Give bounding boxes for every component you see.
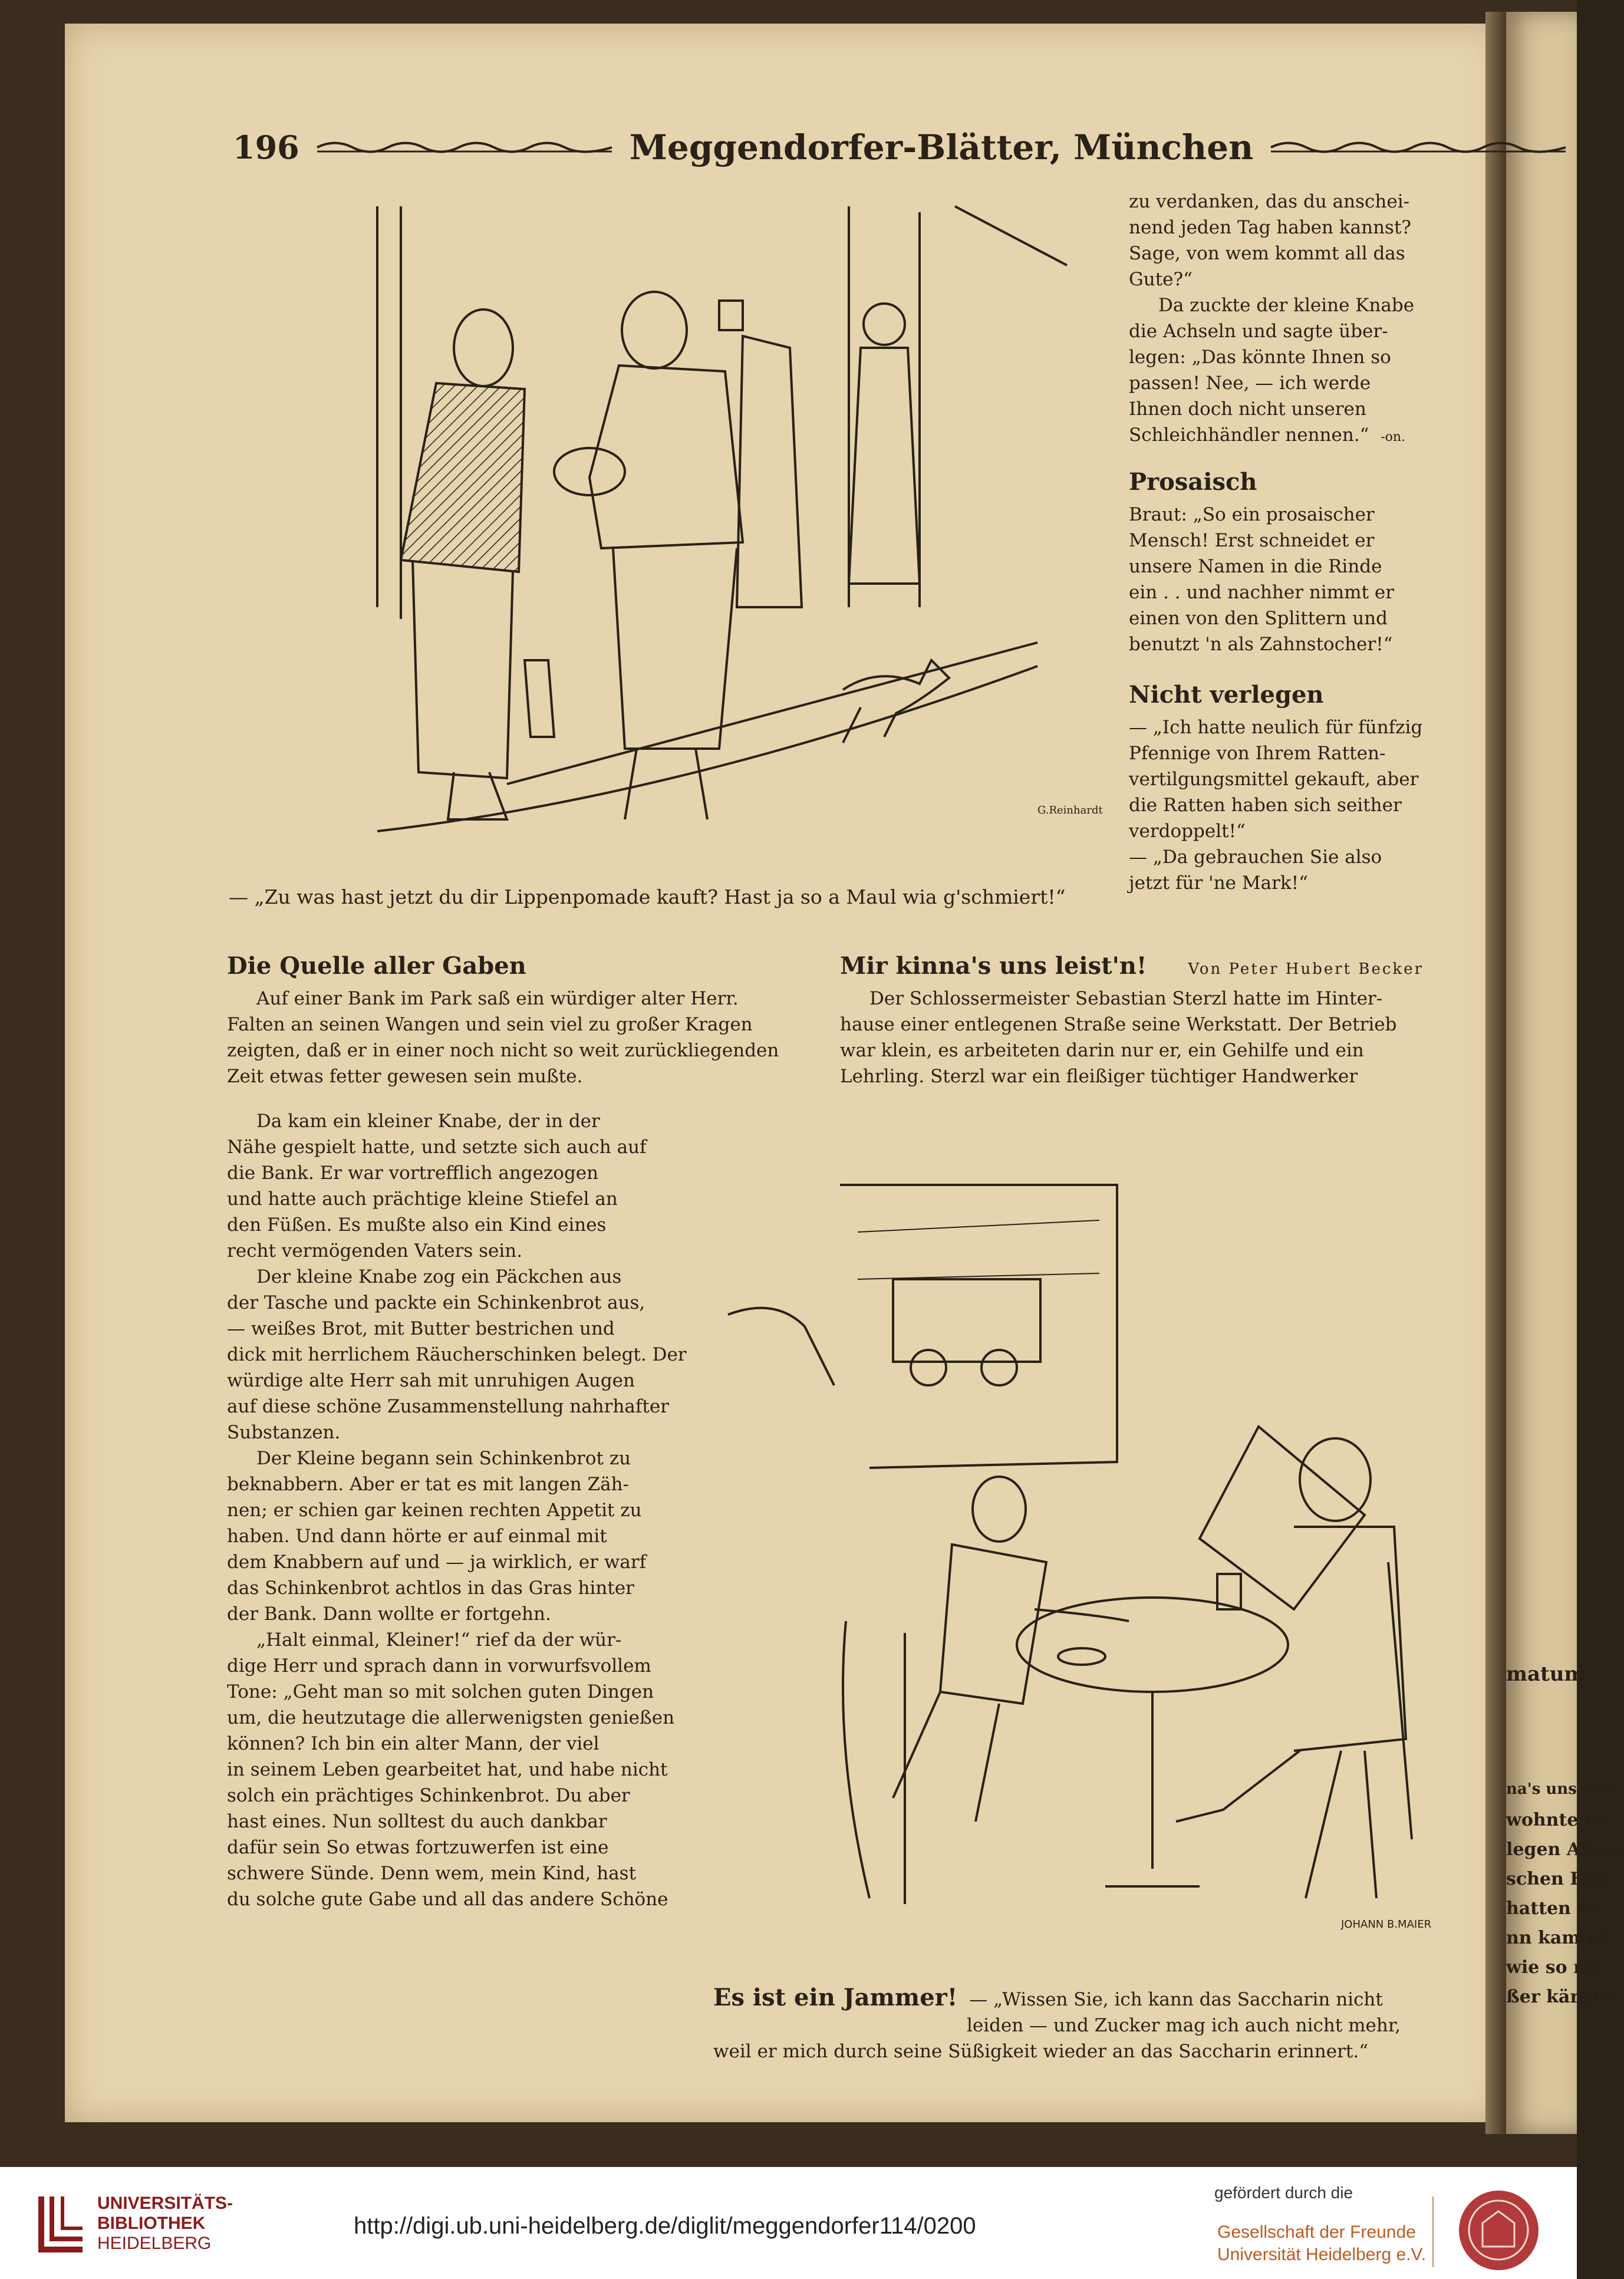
text-line: Gute?“	[1129, 269, 1193, 290]
text-line: vertilgungsmittel gekauft, aber	[1129, 769, 1419, 790]
text-line: — „Da gebrauchen Sie also	[1129, 847, 1382, 868]
next-page-edge	[1506, 12, 1624, 2134]
text-line: — „Ich hatte neulich für fünfzig	[1129, 717, 1423, 738]
text-line: hause einer entlegenen Straße seine Werkstatt. Der Betrieb	[840, 1014, 1397, 1035]
next-page-fragment: nn kam pl	[1506, 1928, 1606, 1948]
text-line: Der kleine Knabe zog ein Päckchen aus	[256, 1266, 622, 1287]
article-kinna	[840, 952, 1424, 1089]
text-line: Braut: „So ein prosaischer	[1129, 504, 1375, 525]
next-page-fragment: legen Anwe	[1506, 1839, 1620, 1860]
text-line: unsere Namen in die Rinde	[1129, 556, 1382, 577]
text-line: benutzt 'n als Zahnstocher!“	[1129, 634, 1393, 655]
text-line: Mensch! Erst schneidet er	[1129, 530, 1375, 551]
library-name-line: UNIVERSITÄTS-	[97, 2194, 233, 2213]
text-line: die Achseln und sagte über-	[1129, 321, 1388, 342]
text-line: du solche gute Gabe und all das andere Schöne	[227, 1889, 668, 1910]
society-name	[1217, 2221, 1426, 2266]
text-line: Schleichhändler nennen.“	[1129, 424, 1369, 446]
illustration-caption: — „Zu was hast jetzt du dir Lippenpomade kauft? Hast ja so a Maul wia g'schmiert!“	[229, 885, 1066, 908]
article-quelle-column	[227, 1108, 687, 1912]
article-kinna-header	[840, 952, 1424, 986]
section-heading-prosaisch: Prosaisch	[1129, 468, 1257, 496]
book-gutter	[1485, 12, 1509, 2134]
footer-divider	[1432, 2196, 1434, 2267]
next-page-fragment: wie so ma	[1506, 1957, 1604, 1978]
text-line: in seinem Leben gearbeitet hat, und habe nicht	[227, 1759, 668, 1780]
article-heading-jammer: Es ist ein Jammer!	[713, 1984, 958, 2011]
text-line: und hatte auch prächtige kleine Stiefel an	[227, 1188, 618, 1210]
cafe-illustration-signature: JOHANN B.MAIER	[1341, 1918, 1432, 1931]
text-line: dick mit herrlichem Räucherschinken belegt. Der	[227, 1344, 687, 1365]
text-line: Falten an seinen Wangen und sein viel zu großer Kragen	[227, 1014, 753, 1035]
library-footer	[0, 2167, 1577, 2279]
text-line: Pfennige von Ihrem Ratten-	[1129, 743, 1386, 764]
running-header	[233, 127, 1412, 168]
text-line: haben. Und dann hörte er auf einmal mit	[227, 1526, 607, 1547]
library-name	[97, 2194, 233, 2254]
society-name-line: Gesellschaft der Freunde	[1217, 2222, 1416, 2242]
next-page-fragment: hatten fie	[1506, 1898, 1602, 1919]
text-line: Sage, von wem kommt all das	[1129, 243, 1405, 264]
next-page-fragment: na's uns leist'	[1506, 1780, 1624, 1798]
university-library-logo-icon	[35, 2191, 88, 2255]
article-quelle	[227, 952, 852, 1089]
text-line: dem Knabbern auf und — ja wirklich, er warf	[227, 1552, 647, 1573]
text-line: das Schinkenbrot achtlos in das Gras hinter	[227, 1577, 634, 1599]
next-page-fragment: schen Hau	[1506, 1869, 1611, 1889]
text-line: die Bank. Er war vortrefflich angezogen	[227, 1162, 599, 1184]
digital-library-url[interactable]: http://digi.ub.uni-heidelberg.de/diglit/meggendorfer114/0200	[354, 2213, 976, 2239]
author-signature: -on.	[1381, 430, 1406, 444]
text-line: den Füßen. Es mußte also ein Kind eines	[227, 1214, 607, 1236]
text-line: recht vermögenden Vaters sein.	[227, 1240, 523, 1262]
funded-by-label: gefördert durch die	[1214, 2184, 1353, 2202]
text-line: nen; er schien gar keinen rechten Appetit zu	[227, 1500, 642, 1521]
university-seal-icon	[1459, 2191, 1539, 2270]
cafe-scene-illustration	[716, 1161, 1432, 1987]
text-line: einen von den Splittern und	[1129, 608, 1388, 629]
text-line: können? Ich bin ein alter Mann, der viel	[227, 1733, 599, 1754]
street-scene-illustration	[330, 195, 1103, 872]
text-line: Lehrling. Sterzl war ein fleißiger tüchtiger Handwerker	[840, 1066, 1358, 1087]
text-line: Der Schlossermeister Sebastian Sterzl hatte im Hinter-	[869, 988, 1383, 1009]
text-line: hast eines. Nun solltest du auch dankbar	[227, 1811, 607, 1832]
text-line: zeigten, daß er in einer noch nicht so weit zurückliegenden	[227, 1040, 779, 1061]
text-line: verdoppelt!“	[1129, 821, 1246, 842]
text-line: „Halt einmal, Kleiner!“ rief da der wür-	[256, 1629, 622, 1651]
library-name-line: HEIDELBERG	[97, 2234, 212, 2253]
text-line: Ihnen doch nicht unseren	[1129, 399, 1366, 420]
text-line: dige Herr und sprach dann in vorwurfsvollem	[227, 1655, 651, 1677]
text-line: würdige alte Herr sah mit unruhigen Augen	[227, 1370, 635, 1391]
text-line: solch ein prächtiges Schinkenbrot. Du aber	[227, 1785, 630, 1806]
text-line: — weißes Brot, mit Butter bestrichen und	[227, 1318, 615, 1339]
text-line: zu verdanken, das du anschei-	[1129, 191, 1410, 212]
text-line: schwere Sünde. Denn wem, mein Kind, hast	[227, 1863, 637, 1884]
jammer-first-line	[713, 1984, 1421, 2013]
text-line: Tone: „Geht man so mit solchen guten Dingen	[227, 1681, 654, 1702]
right-column-top	[1129, 189, 1423, 896]
library-name-line: BIBLIOTHEK	[97, 2214, 206, 2233]
text-line: Auf einer Bank im Park saß ein würdiger alter Herr.	[256, 988, 739, 1009]
article-heading-kinna: Mir kinna's uns leist'n!	[840, 952, 1147, 980]
article-heading-quelle: Die Quelle aller Gaben	[227, 952, 526, 980]
illustration-signature: G.Reinhardt	[1037, 804, 1103, 816]
society-name-line: Universität Heidelberg e.V.	[1217, 2245, 1427, 2264]
text-line: Da kam ein kleiner Knabe, der in der	[256, 1111, 600, 1132]
page-number: 196	[233, 129, 299, 166]
text-line: leiden — und Zucker mag ich auch nicht mehr,	[967, 2015, 1401, 2036]
magazine-title: Meggendorfer-Blätter, München	[629, 127, 1254, 167]
text-line: legen: „Das könnte Ihnen so	[1129, 347, 1391, 368]
text-line: Zeit etwas fetter gewesen sein mußte.	[227, 1066, 583, 1087]
text-line: Substanzen.	[227, 1422, 341, 1443]
text-line: Da zuckte der kleine Knabe	[1158, 295, 1415, 316]
section-heading-nicht-verlegen: Nicht verlegen	[1129, 681, 1324, 709]
text-line: auf diese schöne Zusammenstellung nahrhafter	[227, 1396, 669, 1417]
text-line: nend jeden Tag haben kannst?	[1129, 217, 1412, 238]
text-line: beknabbern. Aber er tat es mit langen Zäh-	[227, 1474, 630, 1495]
text-line: passen! Nee, — ich werde	[1129, 373, 1371, 394]
text-line: dafür sein So etwas fortzuwerfen ist eine	[227, 1837, 609, 1858]
text-line: jetzt für 'ne Mark!“	[1129, 872, 1308, 894]
text-line-with-signature	[1129, 422, 1418, 450]
text-line: ein . . und nachher nimmt er	[1129, 582, 1395, 603]
header-ornament-right	[1271, 139, 1566, 156]
header-ornament-left	[317, 139, 612, 156]
text-line: Der Kleine begann sein Schinkenbrot zu	[256, 1448, 631, 1469]
text-line: der Bank. Dann wollte er fortgehn.	[227, 1603, 551, 1625]
text-line: war klein, es arbeiteten darin nur er, ein Gehilfe und ein	[840, 1040, 1364, 1061]
text-line: weil er mich durch seine Süßigkeit wieder an das Saccharin erinnert.“	[713, 2041, 1369, 2062]
next-page-fragment: matum	[1506, 1662, 1586, 1686]
text-line: die Ratten haben sich seither	[1129, 795, 1402, 816]
next-page-fragment: wohnte mi	[1506, 1810, 1610, 1830]
next-page-fragment: ßer kärglic	[1506, 1987, 1616, 2007]
text-line: — „Wissen Sie, ich kann das Saccharin nicht	[969, 1989, 1383, 2010]
article-byline: Von Peter Hubert Becker	[1188, 960, 1424, 978]
text-line: um, die heutzutage die allerwenigsten genießen	[227, 1707, 675, 1728]
article-jammer	[713, 1984, 1421, 2064]
text-line: der Tasche und packte ein Schinkenbrot aus,	[227, 1292, 645, 1313]
text-line: Nähe gespielt hatte, und setzte sich auch auf	[227, 1137, 647, 1158]
